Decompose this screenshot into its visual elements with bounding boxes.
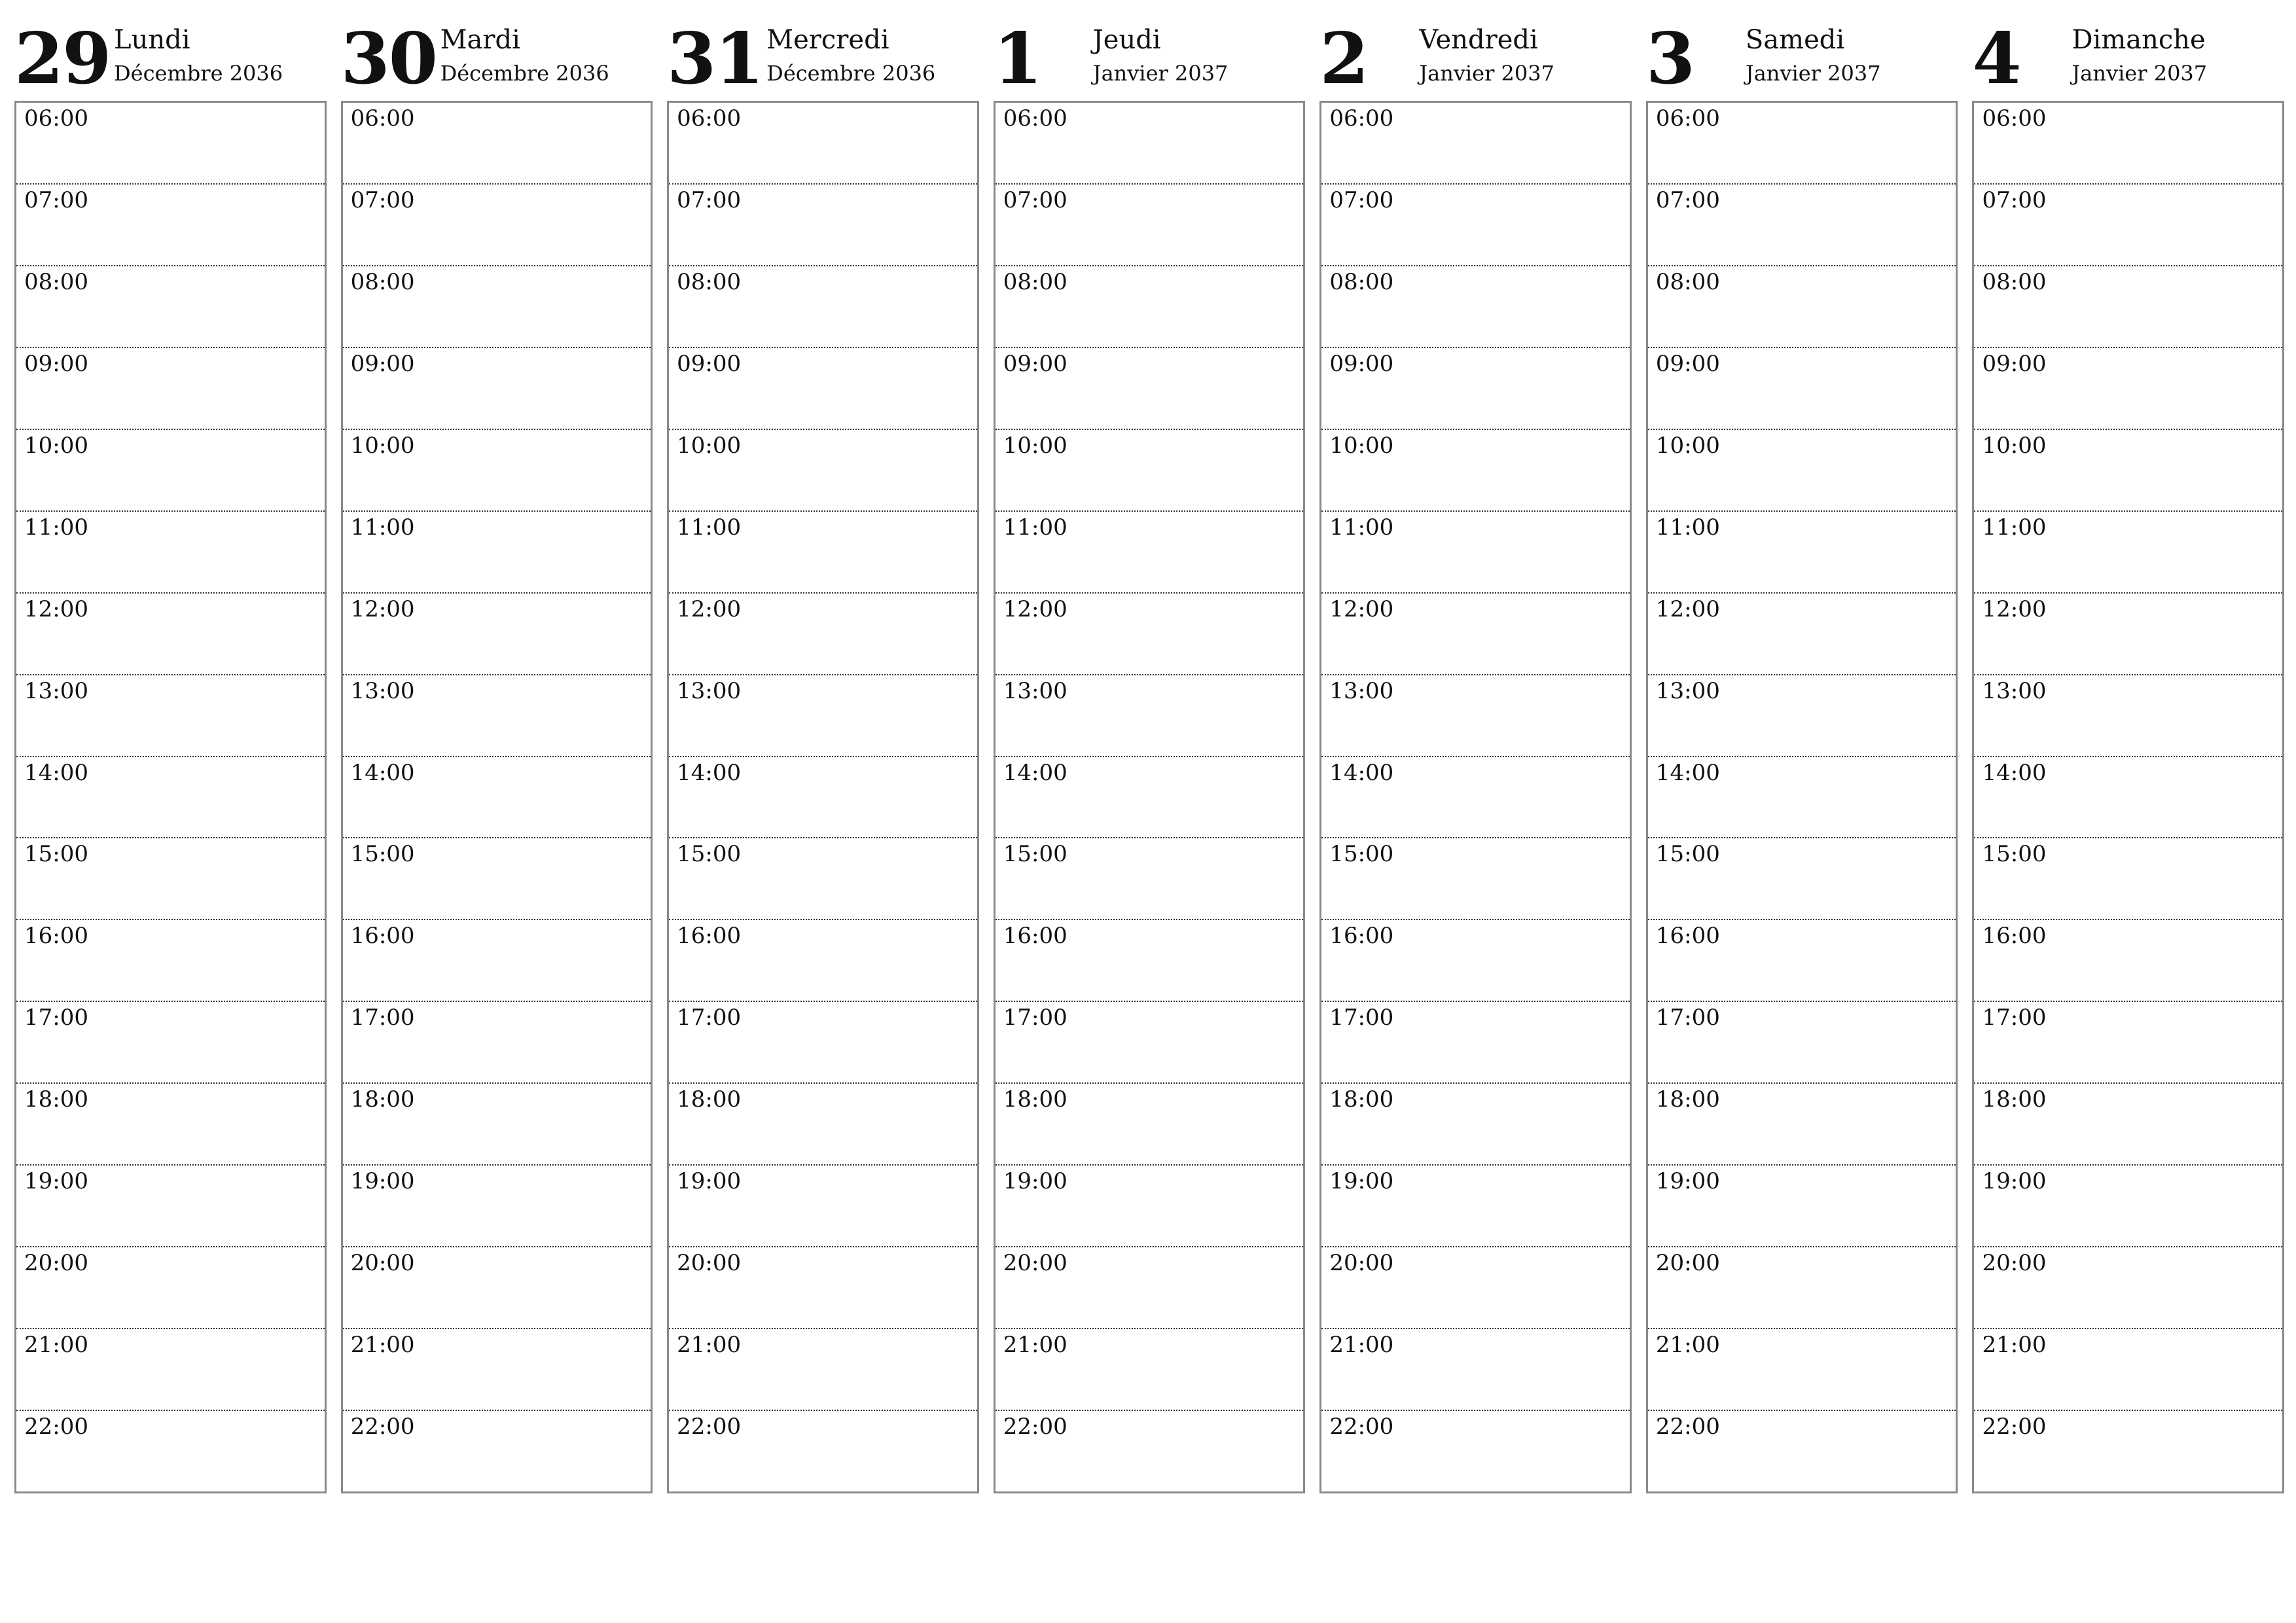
day-meta <box>1093 25 1229 88</box>
hour-label: 11:00 <box>1003 514 1067 541</box>
hour-slot <box>996 348 1304 430</box>
hour-label: 19:00 <box>24 1168 88 1195</box>
hour-label: 21:00 <box>350 1332 415 1359</box>
hour-slot <box>16 430 325 512</box>
hour-slot <box>1974 757 2282 839</box>
hour-slot <box>1321 430 1630 512</box>
day-column <box>994 14 1306 1493</box>
hour-slot <box>1974 920 2282 1002</box>
hour-label: 14:00 <box>677 759 742 786</box>
day-schedule <box>1319 101 1632 1493</box>
hour-slot <box>996 266 1304 348</box>
hour-label: 14:00 <box>1003 759 1067 786</box>
hour-label: 12:00 <box>350 596 415 622</box>
hour-label: 07:00 <box>350 187 415 213</box>
hour-slot <box>1321 1329 1630 1411</box>
hour-slot <box>1974 838 2282 920</box>
hour-slot <box>1974 1002 2282 1084</box>
hour-slot <box>343 594 651 675</box>
day-schedule <box>14 101 327 1493</box>
hour-label: 12:00 <box>1982 596 2047 622</box>
day-schedule <box>1646 101 1958 1493</box>
hour-label: 21:00 <box>1982 1332 2047 1359</box>
hour-slot <box>16 266 325 348</box>
day-column <box>1646 14 1958 1493</box>
hour-slot <box>1648 594 1956 675</box>
hour-label: 06:00 <box>24 105 88 132</box>
hour-label: 07:00 <box>24 187 88 213</box>
day-column <box>1319 14 1632 1493</box>
hour-label: 18:00 <box>350 1086 415 1113</box>
hour-label: 15:00 <box>24 841 88 868</box>
hour-slot <box>996 1247 1304 1329</box>
hour-slot <box>1321 920 1630 1002</box>
hour-slot <box>343 757 651 839</box>
weekday-label: Mardi <box>440 25 520 55</box>
hour-slot <box>669 512 977 594</box>
hour-label: 18:00 <box>677 1086 742 1113</box>
hour-label: 16:00 <box>1982 923 2047 950</box>
hour-slot <box>1321 1166 1630 1247</box>
hour-label: 16:00 <box>1655 923 1720 950</box>
day-number: 2 <box>1319 18 1368 100</box>
day-meta <box>766 25 935 88</box>
weekday-label: Dimanche <box>2072 25 2206 55</box>
hour-slot <box>996 920 1304 1002</box>
weekday-label: Jeudi <box>1092 25 1161 55</box>
month-year-label: Janvier 2037 <box>1092 61 1229 86</box>
hour-label: 12:00 <box>24 596 88 622</box>
hour-slot <box>16 1084 325 1166</box>
hour-slot <box>343 1329 651 1411</box>
hour-slot <box>343 1084 651 1166</box>
hour-label: 22:00 <box>1655 1414 1720 1440</box>
hour-slot <box>1648 266 1956 348</box>
hour-label: 08:00 <box>1655 268 1720 295</box>
hour-label: 15:00 <box>1655 841 1720 868</box>
hour-label: 11:00 <box>1982 514 2047 541</box>
hour-label: 17:00 <box>677 1005 742 1031</box>
day-schedule <box>994 101 1306 1493</box>
hour-slot <box>343 1166 651 1247</box>
hour-slot <box>343 1247 651 1329</box>
hour-slot <box>16 920 325 1002</box>
month-year-label: Janvier 2037 <box>1745 61 1881 86</box>
hour-slot <box>1974 1411 2282 1491</box>
hour-slot <box>1648 1247 1956 1329</box>
hour-slot <box>996 1411 1304 1491</box>
hour-label: 14:00 <box>350 759 415 786</box>
day-number: 1 <box>993 18 1041 100</box>
hour-label: 07:00 <box>1003 187 1067 213</box>
hour-label: 19:00 <box>1982 1168 2047 1195</box>
hour-label: 07:00 <box>1329 187 1394 213</box>
hour-label: 15:00 <box>350 841 415 868</box>
hour-slot <box>996 430 1304 512</box>
hour-slot <box>1648 920 1956 1002</box>
weekday-label: Vendredi <box>1419 25 1538 55</box>
hour-slot <box>343 185 651 266</box>
hour-slot <box>343 430 651 512</box>
day-meta <box>1746 25 1881 88</box>
hour-label: 10:00 <box>1982 432 2047 459</box>
hour-label: 06:00 <box>1655 105 1720 132</box>
hour-label: 18:00 <box>1982 1086 2047 1113</box>
hour-slot <box>343 103 651 185</box>
hour-label: 20:00 <box>1329 1250 1394 1277</box>
hour-slot <box>669 1084 977 1166</box>
hour-label: 16:00 <box>1003 923 1067 950</box>
hour-label: 13:00 <box>350 677 415 704</box>
hour-label: 17:00 <box>1003 1005 1067 1031</box>
hour-label: 07:00 <box>1982 187 2047 213</box>
hour-label: 14:00 <box>24 759 88 786</box>
hour-label: 19:00 <box>677 1168 742 1195</box>
hour-label: 10:00 <box>24 432 88 459</box>
hour-label: 18:00 <box>1329 1086 1394 1113</box>
hour-label: 06:00 <box>1329 105 1394 132</box>
hour-label: 11:00 <box>677 514 742 541</box>
day-meta <box>2072 25 2207 88</box>
hour-slot <box>669 103 977 185</box>
hour-label: 08:00 <box>350 268 415 295</box>
hour-slot <box>1321 512 1630 594</box>
hour-label: 16:00 <box>24 923 88 950</box>
hour-label: 16:00 <box>677 923 742 950</box>
hour-slot <box>343 266 651 348</box>
day-meta <box>440 25 609 88</box>
hour-label: 10:00 <box>1003 432 1067 459</box>
hour-label: 19:00 <box>1655 1168 1720 1195</box>
hour-slot <box>669 594 977 675</box>
hour-label: 20:00 <box>350 1250 415 1277</box>
hour-label: 09:00 <box>677 350 742 377</box>
weekday-label: Lundi <box>114 25 190 55</box>
hour-label: 13:00 <box>1003 677 1067 704</box>
hour-slot <box>1974 1247 2282 1329</box>
hour-label: 13:00 <box>1655 677 1720 704</box>
hour-label: 19:00 <box>1003 1168 1067 1195</box>
weekday-label: Samedi <box>1745 25 1845 55</box>
hour-slot <box>16 512 325 594</box>
hour-slot <box>996 757 1304 839</box>
hour-slot <box>343 512 651 594</box>
month-year-label: Janvier 2037 <box>2072 61 2208 86</box>
hour-label: 09:00 <box>1982 350 2047 377</box>
day-header <box>14 14 327 101</box>
hour-label: 11:00 <box>1329 514 1394 541</box>
hour-label: 20:00 <box>1982 1250 2047 1277</box>
hour-slot <box>343 675 651 757</box>
hour-slot <box>1321 675 1630 757</box>
hour-label: 20:00 <box>1655 1250 1720 1277</box>
hour-slot <box>1974 1084 2282 1166</box>
hour-slot <box>996 1329 1304 1411</box>
hour-slot <box>1648 1002 1956 1084</box>
hour-slot <box>1321 1002 1630 1084</box>
hour-slot <box>1321 1247 1630 1329</box>
hour-slot <box>16 1002 325 1084</box>
hour-slot <box>16 1166 325 1247</box>
hour-label: 22:00 <box>1003 1414 1067 1440</box>
hour-slot <box>996 594 1304 675</box>
hour-slot <box>16 1411 325 1491</box>
hour-label: 21:00 <box>677 1332 742 1359</box>
hour-slot <box>343 920 651 1002</box>
day-number: 30 <box>340 18 437 100</box>
month-year-label: Décembre 2036 <box>440 61 609 86</box>
hour-label: 22:00 <box>350 1414 415 1440</box>
hour-label: 21:00 <box>24 1332 88 1359</box>
hour-label: 14:00 <box>1329 759 1394 786</box>
hour-label: 19:00 <box>350 1168 415 1195</box>
hour-label: 13:00 <box>1329 677 1394 704</box>
hour-slot <box>1321 185 1630 266</box>
hour-slot <box>669 185 977 266</box>
hour-label: 10:00 <box>350 432 415 459</box>
weekly-planner <box>14 14 2284 1493</box>
day-meta <box>1419 25 1554 88</box>
hour-label: 10:00 <box>1655 432 1720 459</box>
hour-slot <box>16 838 325 920</box>
hour-slot <box>996 675 1304 757</box>
hour-label: 06:00 <box>1982 105 2047 132</box>
hour-slot <box>1321 757 1630 839</box>
hour-slot <box>996 185 1304 266</box>
hour-slot <box>1974 1329 2282 1411</box>
hour-label: 08:00 <box>1329 268 1394 295</box>
hour-slot <box>343 1002 651 1084</box>
hour-slot <box>16 185 325 266</box>
month-year-label: Janvier 2037 <box>1419 61 1554 86</box>
hour-slot <box>1648 757 1956 839</box>
hour-slot <box>1974 675 2282 757</box>
day-column <box>341 14 653 1493</box>
hour-label: 09:00 <box>1003 350 1067 377</box>
hour-slot <box>1648 348 1956 430</box>
hour-label: 21:00 <box>1003 1332 1067 1359</box>
day-header <box>341 14 653 101</box>
hour-label: 12:00 <box>1329 596 1394 622</box>
hour-slot <box>1648 1329 1956 1411</box>
hour-label: 11:00 <box>24 514 88 541</box>
day-number: 29 <box>14 18 111 100</box>
hour-slot <box>1974 266 2282 348</box>
hour-label: 12:00 <box>1003 596 1067 622</box>
hour-label: 22:00 <box>1982 1414 2047 1440</box>
hour-slot <box>669 838 977 920</box>
hour-slot <box>1321 594 1630 675</box>
day-header <box>994 14 1306 101</box>
hour-slot <box>669 1247 977 1329</box>
hour-slot <box>16 1247 325 1329</box>
hour-slot <box>996 1084 1304 1166</box>
hour-label: 17:00 <box>1655 1005 1720 1031</box>
month-year-label: Décembre 2036 <box>114 61 283 86</box>
hour-slot <box>1648 1411 1956 1491</box>
hour-slot <box>1321 348 1630 430</box>
hour-label: 17:00 <box>1982 1005 2047 1031</box>
hour-slot <box>669 920 977 1002</box>
hour-label: 13:00 <box>1982 677 2047 704</box>
hour-label: 15:00 <box>677 841 742 868</box>
hour-label: 13:00 <box>24 677 88 704</box>
hour-slot <box>1321 266 1630 348</box>
day-number: 3 <box>1645 18 1695 100</box>
hour-label: 09:00 <box>1655 350 1720 377</box>
hour-slot <box>1974 512 2282 594</box>
hour-label: 16:00 <box>1329 923 1394 950</box>
hour-slot <box>343 1411 651 1491</box>
hour-label: 11:00 <box>1655 514 1720 541</box>
hour-slot <box>1974 430 2282 512</box>
hour-label: 20:00 <box>24 1250 88 1277</box>
hour-label: 20:00 <box>1003 1250 1067 1277</box>
hour-slot <box>669 430 977 512</box>
day-header <box>667 14 979 101</box>
hour-slot <box>669 757 977 839</box>
hour-slot <box>996 1002 1304 1084</box>
hour-label: 08:00 <box>24 268 88 295</box>
hour-slot <box>1321 103 1630 185</box>
hour-slot <box>1648 1084 1956 1166</box>
hour-label: 18:00 <box>24 1086 88 1113</box>
day-column <box>1972 14 2284 1493</box>
weekday-label: Mercredi <box>766 25 889 55</box>
hour-slot <box>669 1166 977 1247</box>
hour-slot <box>16 757 325 839</box>
hour-slot <box>669 675 977 757</box>
hour-slot <box>996 103 1304 185</box>
hour-slot <box>16 1329 325 1411</box>
hour-label: 15:00 <box>1003 841 1067 868</box>
day-column <box>14 14 327 1493</box>
hour-slot <box>669 1329 977 1411</box>
hour-slot <box>1974 103 2282 185</box>
hour-label: 13:00 <box>677 677 742 704</box>
hour-label: 22:00 <box>24 1414 88 1440</box>
hour-slot <box>343 838 651 920</box>
hour-label: 19:00 <box>1329 1168 1394 1195</box>
hour-slot <box>1648 512 1956 594</box>
hour-label: 11:00 <box>350 514 415 541</box>
hour-label: 18:00 <box>1655 1086 1720 1113</box>
hour-label: 10:00 <box>677 432 742 459</box>
hour-slot <box>16 103 325 185</box>
hour-label: 14:00 <box>1982 759 2047 786</box>
hour-slot <box>1648 838 1956 920</box>
hour-slot <box>16 594 325 675</box>
hour-slot <box>1648 185 1956 266</box>
hour-label: 06:00 <box>677 105 742 132</box>
hour-label: 20:00 <box>677 1250 742 1277</box>
day-schedule <box>341 101 653 1493</box>
hour-label: 12:00 <box>1655 596 1720 622</box>
hour-label: 06:00 <box>350 105 415 132</box>
hour-label: 12:00 <box>677 596 742 622</box>
hour-slot <box>1648 1166 1956 1247</box>
day-number: 4 <box>1972 18 2020 100</box>
hour-label: 21:00 <box>1329 1332 1394 1359</box>
day-schedule <box>667 101 979 1493</box>
hour-label: 16:00 <box>350 923 415 950</box>
hour-label: 14:00 <box>1655 759 1720 786</box>
hour-label: 08:00 <box>1003 268 1067 295</box>
hour-label: 08:00 <box>677 268 742 295</box>
hour-label: 15:00 <box>1982 841 2047 868</box>
day-number: 31 <box>667 18 763 100</box>
hour-label: 17:00 <box>1329 1005 1394 1031</box>
hour-label: 07:00 <box>677 187 742 213</box>
hour-label: 09:00 <box>350 350 415 377</box>
hour-label: 22:00 <box>1329 1414 1394 1440</box>
hour-label: 17:00 <box>350 1005 415 1031</box>
hour-slot <box>669 1411 977 1491</box>
day-column <box>667 14 979 1493</box>
hour-slot <box>1974 185 2282 266</box>
hour-slot <box>1321 1084 1630 1166</box>
hour-slot <box>1974 348 2282 430</box>
hour-label: 07:00 <box>1655 187 1720 213</box>
hour-label: 21:00 <box>1655 1332 1720 1359</box>
hour-slot <box>996 512 1304 594</box>
day-header <box>1646 14 1958 101</box>
hour-label: 22:00 <box>677 1414 742 1440</box>
hour-label: 10:00 <box>1329 432 1394 459</box>
hour-slot <box>996 1166 1304 1247</box>
month-year-label: Décembre 2036 <box>766 61 936 86</box>
hour-slot <box>16 675 325 757</box>
day-meta <box>114 25 283 88</box>
hour-slot <box>16 348 325 430</box>
hour-slot <box>669 266 977 348</box>
hour-slot <box>343 348 651 430</box>
hour-slot <box>1321 1411 1630 1491</box>
hour-slot <box>669 1002 977 1084</box>
day-header <box>1972 14 2284 101</box>
hour-slot <box>1974 594 2282 675</box>
hour-label: 08:00 <box>1982 268 2047 295</box>
hour-slot <box>1321 838 1630 920</box>
hour-label: 06:00 <box>1003 105 1067 132</box>
hour-slot <box>1648 430 1956 512</box>
hour-slot <box>1648 675 1956 757</box>
hour-label: 09:00 <box>1329 350 1394 377</box>
hour-label: 17:00 <box>24 1005 88 1031</box>
hour-label: 15:00 <box>1329 841 1394 868</box>
day-schedule <box>1972 101 2284 1493</box>
hour-slot <box>996 838 1304 920</box>
hour-slot <box>669 348 977 430</box>
day-header <box>1319 14 1632 101</box>
hour-label: 18:00 <box>1003 1086 1067 1113</box>
hour-label: 09:00 <box>24 350 88 377</box>
hour-slot <box>1648 103 1956 185</box>
hour-slot <box>1974 1166 2282 1247</box>
